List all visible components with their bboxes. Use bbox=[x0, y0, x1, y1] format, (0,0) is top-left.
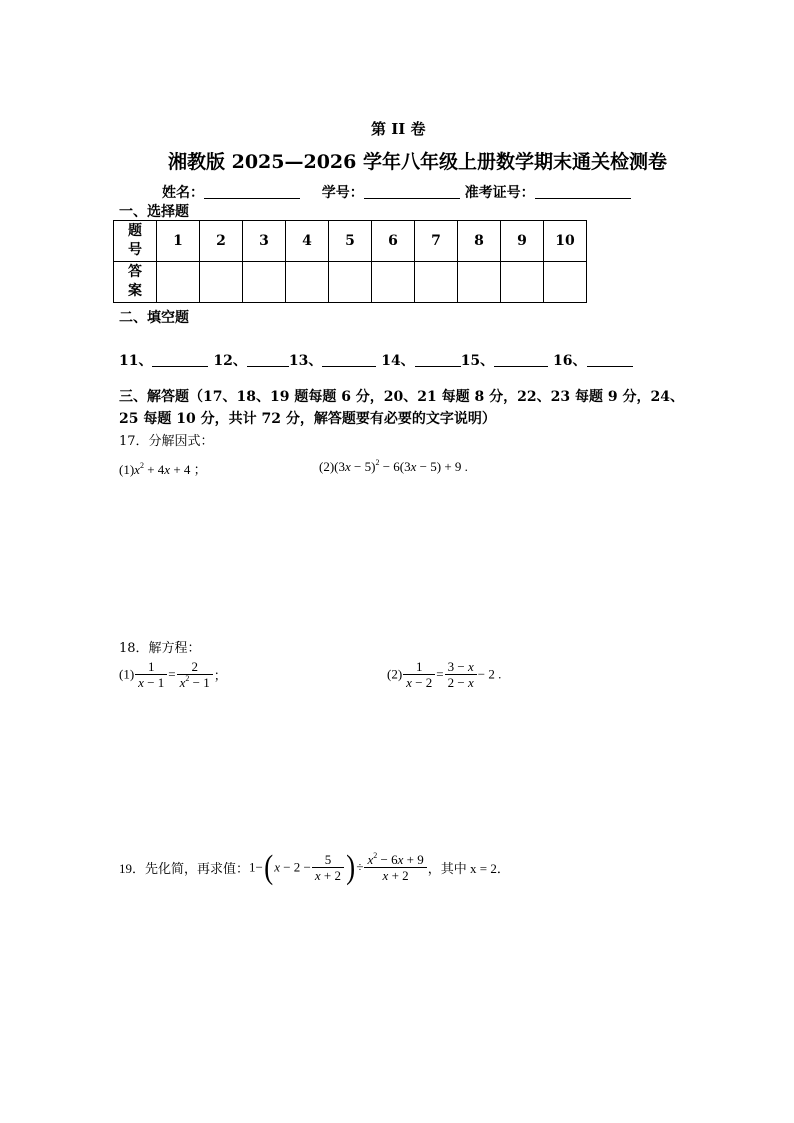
answer-row bbox=[114, 262, 587, 303]
answer-cell[interactable] bbox=[243, 262, 286, 303]
answer-cell[interactable] bbox=[286, 262, 329, 303]
q18-part1-label: (1) bbox=[119, 666, 135, 682]
answer-grid bbox=[113, 220, 587, 303]
q17-stem: 17．分解因式： bbox=[119, 434, 214, 449]
answer-cell[interactable] bbox=[200, 262, 243, 303]
question-number-header: 题号 bbox=[114, 221, 157, 262]
question-number-cell: 7 bbox=[415, 221, 458, 262]
question-number-cell: 2 bbox=[200, 221, 243, 262]
question-number-cell: 8 bbox=[458, 221, 501, 262]
exam-title: 湘教版 2025—2026 学年八年级上册数学期末通关检测卷 bbox=[168, 151, 667, 173]
q17-part1: $(1)x^2 + 4x + 4$ ； bbox=[119, 461, 207, 477]
fill-blank-label-13: 13、 bbox=[288, 353, 323, 369]
answer-cell[interactable] bbox=[372, 262, 415, 303]
answer-cell[interactable] bbox=[501, 262, 544, 303]
fill-blank-13[interactable] bbox=[322, 352, 376, 367]
student-no-label: 学号： bbox=[321, 185, 364, 201]
fill-blank-label-16: 16、 bbox=[553, 353, 587, 369]
q17-part1-label: (1) bbox=[119, 462, 135, 477]
fill-blank-label-15: 15、 bbox=[460, 353, 495, 369]
fill-blank-15[interactable] bbox=[494, 352, 548, 367]
volume-label: 第 II 卷 bbox=[371, 120, 426, 138]
fill-blank-16[interactable] bbox=[587, 352, 633, 367]
fill-blank-11[interactable] bbox=[152, 352, 208, 367]
section3-heading-line2: 25 每题 10 分，共计 72 分，解答题要有必要的文字说明） bbox=[119, 411, 496, 427]
student-info-line bbox=[162, 182, 631, 202]
question-number-cell: 3 bbox=[243, 221, 286, 262]
fill-blank-12[interactable] bbox=[247, 352, 289, 367]
q17-part2: $(2)(3x - 5)^2 - 6(3x - 5) + 9$ . bbox=[319, 458, 468, 474]
fill-blank-label-12: 12、 bbox=[213, 353, 247, 369]
q17-part2-label: (2) bbox=[319, 459, 335, 474]
answer-header: 答案 bbox=[114, 262, 157, 303]
answer-cell[interactable] bbox=[458, 262, 501, 303]
q18-part2: (2) $\frac{1}{x - 2}$ = $\frac{3 - x}{2 - x}$ − 2 . bbox=[387, 659, 502, 690]
q18-stem: 18．解方程： bbox=[119, 641, 201, 656]
question-number-cell: 9 bbox=[501, 221, 544, 262]
fill-blank-label-11: 11、 bbox=[119, 353, 153, 369]
q19: 19．先化简，再求值：1−(x − 2 − $\frac{5}{x + 2}$ )÷ $\frac{x^2 - 6x + 9}{x + 2}$ ，其中 x = 2． bbox=[119, 848, 510, 886]
question-number-row bbox=[114, 221, 587, 262]
fill-blank-line bbox=[119, 350, 633, 370]
question-number-cell: 4 bbox=[286, 221, 329, 262]
answer-cell[interactable] bbox=[329, 262, 372, 303]
section1-heading: 一、选择题 bbox=[119, 204, 189, 220]
q18-part1: (1) $\frac{1}{x - 1}$ = $\frac{2}{x^2 - 1}$ ； bbox=[119, 659, 227, 690]
name-label: 姓名： bbox=[162, 185, 204, 201]
student-no-field[interactable] bbox=[364, 184, 460, 199]
question-number-cell: 6 bbox=[372, 221, 415, 262]
exam-no-label: 准考证号： bbox=[464, 185, 535, 201]
fill-blank-14[interactable] bbox=[415, 352, 461, 367]
question-number-cell: 5 bbox=[329, 221, 372, 262]
exam-no-field[interactable] bbox=[535, 184, 631, 199]
q19-stem: 19．先化简，再求值： bbox=[119, 861, 250, 876]
answer-cell[interactable] bbox=[157, 262, 200, 303]
q18-part2-label: (2) bbox=[387, 666, 403, 682]
answer-cell[interactable] bbox=[544, 262, 587, 303]
answer-cell[interactable] bbox=[415, 262, 458, 303]
q19-condition: ，其中 x = 2． bbox=[427, 861, 510, 876]
question-number-cell: 1 bbox=[157, 221, 200, 262]
section2-heading: 二、填空题 bbox=[119, 310, 189, 326]
question-number-cell: 10 bbox=[544, 221, 587, 262]
fill-blank-label-14: 14、 bbox=[381, 353, 415, 369]
section3-heading-line1: 三、解答题（17、18、19 题每题 6 分，20、21 每题 8 分，22、23 每题 9 分，24、 bbox=[119, 389, 684, 405]
name-field[interactable] bbox=[204, 184, 300, 199]
